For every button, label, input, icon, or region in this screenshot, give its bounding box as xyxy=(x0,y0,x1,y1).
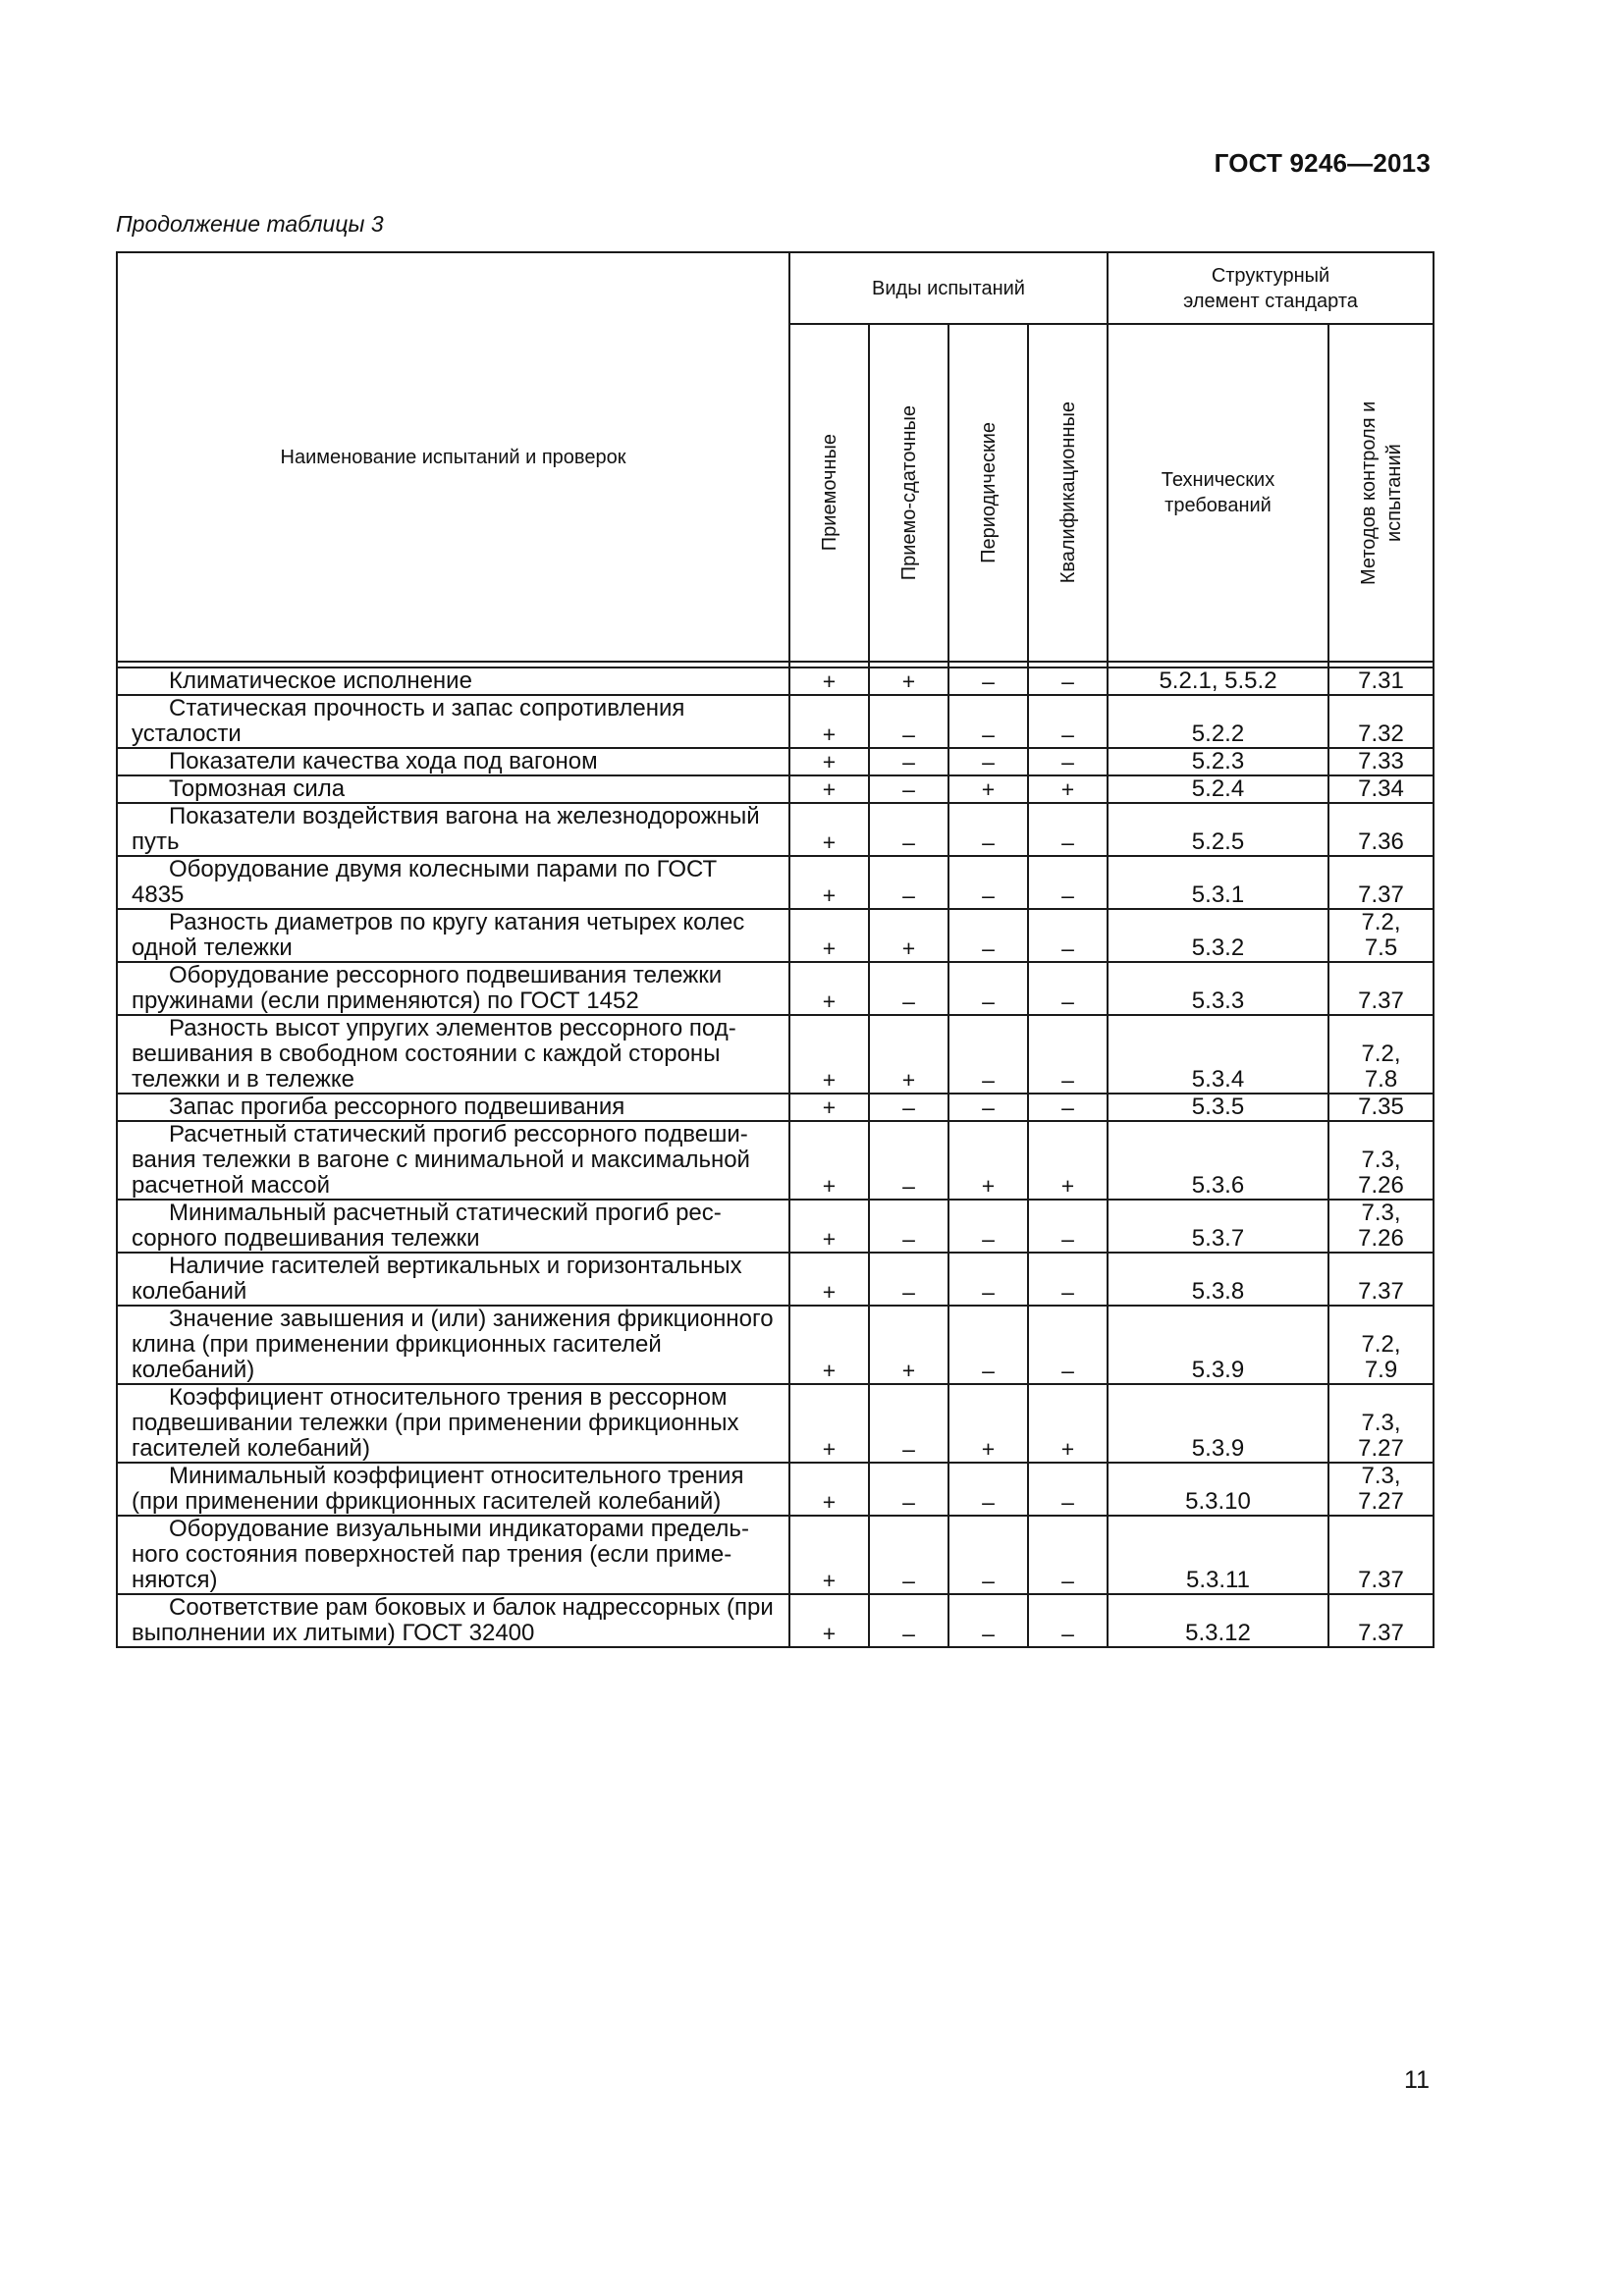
tech-requirements-ref: 5.2.4 xyxy=(1108,775,1328,803)
page-number: 11 xyxy=(1404,2066,1430,2094)
table-row xyxy=(117,1121,1434,1200)
test-methods-ref-line: 7.3, xyxy=(1361,1147,1401,1173)
qualification-mark: – xyxy=(1028,1094,1108,1121)
test-name-text: Расчетный статический прогиб рессорного подвешивания тележки в вагоне с минимальной и максимальной расчетной массой xyxy=(132,1121,750,1199)
test-methods-ref-line: 7.2, xyxy=(1361,1041,1401,1067)
test-name-cell xyxy=(117,667,789,695)
tech-requirements-ref: 5.3.8 xyxy=(1108,1253,1328,1306)
qualification-mark: + xyxy=(1028,775,1108,803)
test-methods-ref-line: 7.8 xyxy=(1364,1066,1398,1093)
test-name-cell xyxy=(117,962,789,1015)
periodic-mark: – xyxy=(948,909,1028,962)
test-name-text: Показатели воздействия вагона на железнодорожный путь xyxy=(132,803,760,855)
tech-requirements-ref: 5.3.3 xyxy=(1108,962,1328,1015)
test-name-cell xyxy=(117,1384,789,1463)
test-methods-ref-line: 7.3, xyxy=(1361,1200,1401,1226)
qualification-mark: – xyxy=(1028,695,1108,748)
header-qualification-text: Квалификационные xyxy=(1056,401,1079,584)
periodic-mark: – xyxy=(948,1594,1028,1647)
test-methods-ref: 7.37 xyxy=(1328,962,1434,1015)
header-test-methods xyxy=(1328,324,1434,662)
delivery-mark: – xyxy=(869,1463,948,1516)
test-methods-ref xyxy=(1328,909,1434,962)
header-name: Наименование испытаний и проверок xyxy=(117,252,789,662)
periodic-mark: – xyxy=(948,1253,1028,1306)
header-tech-requirements xyxy=(1108,324,1328,662)
test-name-text: Тормозная сила xyxy=(169,775,346,802)
test-methods-ref: 7.32 xyxy=(1328,695,1434,748)
periodic-mark: – xyxy=(948,1463,1028,1516)
table-row xyxy=(117,1015,1434,1094)
tech-requirements-ref: 5.2.1, 5.5.2 xyxy=(1108,667,1328,695)
acceptance-mark: + xyxy=(789,1463,869,1516)
header-qualification xyxy=(1028,324,1108,662)
qualification-mark: – xyxy=(1028,748,1108,775)
acceptance-mark: + xyxy=(789,775,869,803)
delivery-mark: – xyxy=(869,775,948,803)
acceptance-mark: + xyxy=(789,695,869,748)
test-name-cell xyxy=(117,1200,789,1253)
periodic-mark: – xyxy=(948,803,1028,856)
tech-requirements-ref: 5.2.3 xyxy=(1108,748,1328,775)
test-name-text: Показатели качества хода под вагоном xyxy=(169,748,598,774)
periodic-mark: + xyxy=(948,1384,1028,1463)
header-acceptance-text: Приемочные xyxy=(818,434,840,552)
header-periodic-text: Периодические xyxy=(977,422,1000,563)
delivery-mark: – xyxy=(869,1094,948,1121)
acceptance-mark: + xyxy=(789,1594,869,1647)
table-row xyxy=(117,1200,1434,1253)
tech-requirements-ref: 5.3.5 xyxy=(1108,1094,1328,1121)
table-row xyxy=(117,962,1434,1015)
delivery-mark: – xyxy=(869,1200,948,1253)
test-methods-ref xyxy=(1328,1384,1434,1463)
periodic-mark: – xyxy=(948,1200,1028,1253)
test-methods-ref xyxy=(1328,1306,1434,1384)
header-periodic xyxy=(948,324,1028,662)
tech-requirements-ref: 5.3.9 xyxy=(1108,1384,1328,1463)
qualification-mark: – xyxy=(1028,1200,1108,1253)
tests-table xyxy=(116,251,1435,1648)
delivery-mark: – xyxy=(869,856,948,909)
qualification-mark: – xyxy=(1028,1463,1108,1516)
test-name-cell xyxy=(117,695,789,748)
tech-requirements-ref: 5.3.1 xyxy=(1108,856,1328,909)
acceptance-mark: + xyxy=(789,962,869,1015)
delivery-mark: – xyxy=(869,962,948,1015)
tech-requirements-ref: 5.2.2 xyxy=(1108,695,1328,748)
test-methods-ref-line: 7.2, xyxy=(1361,909,1401,935)
test-name-text: Наличие гасителей вертикальных и горизонтальных колебаний xyxy=(132,1253,742,1305)
acceptance-mark: + xyxy=(789,1200,869,1253)
header-tech-requirements-text: Технических требований xyxy=(1161,469,1275,516)
table-row xyxy=(117,909,1434,962)
acceptance-mark: + xyxy=(789,748,869,775)
test-methods-ref-line: 7.26 xyxy=(1358,1172,1404,1199)
test-name-cell xyxy=(117,1015,789,1094)
test-name-cell xyxy=(117,1516,789,1594)
qualification-mark: – xyxy=(1028,1015,1108,1094)
tech-requirements-ref: 5.3.12 xyxy=(1108,1594,1328,1647)
table-row xyxy=(117,1094,1434,1121)
test-methods-ref: 7.36 xyxy=(1328,803,1434,856)
acceptance-mark: + xyxy=(789,1094,869,1121)
test-methods-ref-line: 7.27 xyxy=(1358,1435,1404,1462)
test-methods-ref: 7.37 xyxy=(1328,1253,1434,1306)
delivery-mark: – xyxy=(869,1384,948,1463)
periodic-mark: – xyxy=(948,1306,1028,1384)
acceptance-mark: + xyxy=(789,1516,869,1594)
standard-code: ГОСТ 9246—2013 xyxy=(1214,148,1431,178)
test-name-cell xyxy=(117,775,789,803)
table-row xyxy=(117,1384,1434,1463)
test-name-text: Запас прогиба рессорного подвешивания xyxy=(169,1094,625,1120)
tech-requirements-ref: 5.3.9 xyxy=(1108,1306,1328,1384)
test-name-text: Разность высот упругих элементов рессорного подвешивания в свободном состоянии с каждой стороны тележки и в тележке xyxy=(132,1015,736,1093)
delivery-mark: – xyxy=(869,1516,948,1594)
table-row xyxy=(117,1594,1434,1647)
test-name-text: Разность диаметров по кругу катания четырех колес одной тележки xyxy=(132,909,745,961)
acceptance-mark: + xyxy=(789,1121,869,1200)
test-methods-ref: 7.33 xyxy=(1328,748,1434,775)
test-name-cell xyxy=(117,1094,789,1121)
periodic-mark: + xyxy=(948,775,1028,803)
tech-requirements-ref: 5.3.10 xyxy=(1108,1463,1328,1516)
test-name-cell xyxy=(117,1121,789,1200)
delivery-mark: – xyxy=(869,748,948,775)
test-name-text: Оборудование визуальными индикаторами предельного состояния поверхностей пар трения (если применяются) xyxy=(132,1516,749,1593)
qualification-mark: – xyxy=(1028,1594,1108,1647)
header-test-types: Виды испытаний xyxy=(789,252,1108,324)
delivery-mark: – xyxy=(869,1594,948,1647)
qualification-mark: – xyxy=(1028,1516,1108,1594)
table-row xyxy=(117,803,1434,856)
table-body xyxy=(117,662,1434,1647)
qualification-mark: – xyxy=(1028,1306,1108,1384)
table-row xyxy=(117,695,1434,748)
header-delivery-text: Приемо-сдаточные xyxy=(897,404,920,581)
test-methods-ref-line: 7.2, xyxy=(1361,1331,1401,1358)
test-name-text: Минимальный коэффициент относительного трения (при применении фрикционных гасителей колебаний) xyxy=(132,1463,744,1515)
delivery-mark: – xyxy=(869,1253,948,1306)
test-methods-ref xyxy=(1328,1463,1434,1516)
test-methods-ref: 7.37 xyxy=(1328,1516,1434,1594)
header-test-methods-text: Методов контроля и испытаний xyxy=(1357,400,1405,585)
test-methods-ref: 7.35 xyxy=(1328,1094,1434,1121)
acceptance-mark: + xyxy=(789,667,869,695)
delivery-mark: + xyxy=(869,667,948,695)
tech-requirements-ref: 5.3.4 xyxy=(1108,1015,1328,1094)
table-row xyxy=(117,1306,1434,1384)
qualification-mark: + xyxy=(1028,1121,1108,1200)
qualification-mark: – xyxy=(1028,803,1108,856)
table-row xyxy=(117,775,1434,803)
qualification-mark: – xyxy=(1028,909,1108,962)
test-methods-ref-line: 7.9 xyxy=(1364,1357,1398,1383)
delivery-mark: + xyxy=(869,1306,948,1384)
test-methods-ref: 7.31 xyxy=(1328,667,1434,695)
test-methods-ref xyxy=(1328,1015,1434,1094)
header-acceptance xyxy=(789,324,869,662)
acceptance-mark: + xyxy=(789,909,869,962)
acceptance-mark: + xyxy=(789,1384,869,1463)
tech-requirements-ref: 5.3.11 xyxy=(1108,1516,1328,1594)
test-name-cell xyxy=(117,803,789,856)
test-name-text: Значение завышения и (или) занижения фрикционного клина (при применении фрикционных гасителей колебаний) xyxy=(132,1306,774,1383)
tech-requirements-ref: 5.2.5 xyxy=(1108,803,1328,856)
table-caption: Продолжение таблицы 3 xyxy=(116,211,384,237)
table-row xyxy=(117,1516,1434,1594)
test-methods-ref: 7.34 xyxy=(1328,775,1434,803)
header-structural-element xyxy=(1108,252,1434,324)
qualification-mark: – xyxy=(1028,1253,1108,1306)
periodic-mark: – xyxy=(948,1516,1028,1594)
delivery-mark: + xyxy=(869,909,948,962)
table-row xyxy=(117,856,1434,909)
test-methods-ref-line: 7.3, xyxy=(1361,1410,1401,1436)
delivery-mark: – xyxy=(869,803,948,856)
test-name-text: Минимальный расчетный статический прогиб рессорного подвешивания тележки xyxy=(132,1200,722,1252)
qualification-mark: – xyxy=(1028,856,1108,909)
test-methods-ref: 7.37 xyxy=(1328,1594,1434,1647)
acceptance-mark: + xyxy=(789,1306,869,1384)
tech-requirements-ref: 5.3.6 xyxy=(1108,1121,1328,1200)
header-delivery xyxy=(869,324,948,662)
test-name-cell xyxy=(117,1253,789,1306)
periodic-mark: – xyxy=(948,962,1028,1015)
tech-requirements-ref: 5.3.7 xyxy=(1108,1200,1328,1253)
periodic-mark: – xyxy=(948,667,1028,695)
qualification-mark: + xyxy=(1028,1384,1108,1463)
periodic-mark: – xyxy=(948,856,1028,909)
acceptance-mark: + xyxy=(789,1253,869,1306)
test-name-text: Климатическое исполнение xyxy=(169,667,472,694)
qualification-mark: – xyxy=(1028,962,1108,1015)
table-row xyxy=(117,667,1434,695)
test-name-cell xyxy=(117,1306,789,1384)
header-structural-element-text: Структурный элемент стандарта xyxy=(1183,264,1358,312)
test-name-text: Оборудование рессорного подвешивания тележки пружинами (если применяются) по ГОСТ 1452 xyxy=(132,962,723,1014)
periodic-mark: – xyxy=(948,1094,1028,1121)
test-name-cell xyxy=(117,1463,789,1516)
periodic-mark: – xyxy=(948,748,1028,775)
test-methods-ref-line: 7.26 xyxy=(1358,1225,1404,1252)
delivery-mark: – xyxy=(869,1121,948,1200)
test-name-text: Коэффициент относительного трения в рессорном подвешивании тележки (при применении фрикционных гасителей колебаний) xyxy=(132,1384,739,1462)
test-name-cell xyxy=(117,909,789,962)
periodic-mark: + xyxy=(948,1121,1028,1200)
table-row xyxy=(117,1463,1434,1516)
acceptance-mark: + xyxy=(789,803,869,856)
qualification-mark: – xyxy=(1028,667,1108,695)
acceptance-mark: + xyxy=(789,856,869,909)
periodic-mark: – xyxy=(948,695,1028,748)
periodic-mark: – xyxy=(948,1015,1028,1094)
table-header xyxy=(117,252,1434,662)
test-methods-ref-line: 7.3, xyxy=(1361,1463,1401,1489)
table-row xyxy=(117,748,1434,775)
test-methods-ref-line: 7.5 xyxy=(1364,934,1398,961)
test-name-text: Оборудование двумя колесными парами по ГОСТ 4835 xyxy=(132,856,718,908)
tech-requirements-ref: 5.3.2 xyxy=(1108,909,1328,962)
acceptance-mark: + xyxy=(789,1015,869,1094)
test-name-text: Соответствие рам боковых и балок надрессорных (при выполнении их литыми) ГОСТ 32400 xyxy=(132,1594,774,1646)
test-methods-ref xyxy=(1328,1121,1434,1200)
test-name-text: Статическая прочность и запас сопротивления усталости xyxy=(132,695,685,747)
test-methods-ref: 7.37 xyxy=(1328,856,1434,909)
test-name-cell xyxy=(117,748,789,775)
delivery-mark: – xyxy=(869,695,948,748)
table-row xyxy=(117,1253,1434,1306)
delivery-mark: + xyxy=(869,1015,948,1094)
test-methods-ref xyxy=(1328,1200,1434,1253)
test-methods-ref-line: 7.27 xyxy=(1358,1488,1404,1515)
test-name-cell xyxy=(117,1594,789,1647)
test-name-cell xyxy=(117,856,789,909)
